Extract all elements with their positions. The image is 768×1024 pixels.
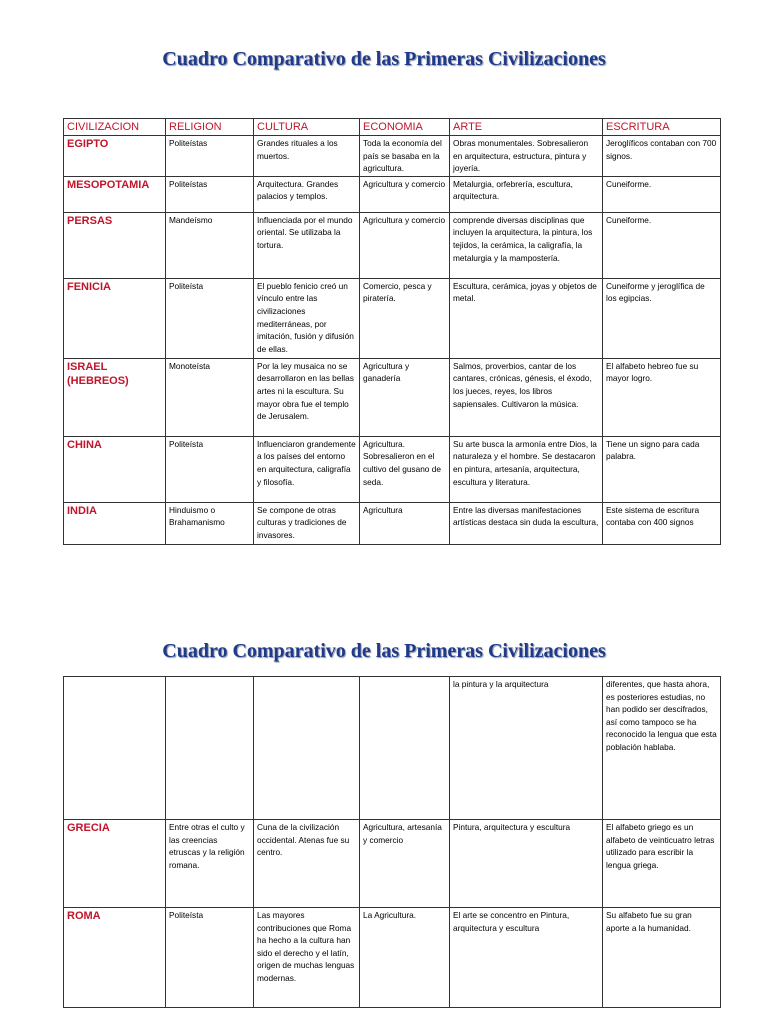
- table-row: [64, 212, 721, 278]
- arte-cell: la pintura y la arquitectura: [450, 677, 603, 820]
- civilization-name: MESOPOTAMIA: [64, 176, 166, 212]
- table-row: [64, 136, 721, 177]
- civilization-name: CHINA: [64, 436, 166, 502]
- religion-cell: Hinduismo o Brahamanismo: [166, 502, 254, 544]
- religion-cell: Entre otras el culto y las creencias etruscas y la religión romana.: [166, 820, 254, 908]
- escritura-cell: Cuneiforme.: [603, 176, 721, 212]
- economia-cell: Agricultura y comercio: [360, 212, 450, 278]
- civilization-name: PERSAS: [64, 212, 166, 278]
- cultura-cell: Por la ley musaica no se desarrollaron en las bellas artes ni la escultura. Su mayor obra fue el templo de Jerusalem.: [254, 358, 360, 436]
- economia-cell: Agricultura y ganadería: [360, 358, 450, 436]
- cultura-cell: Se compone de otras culturas y tradiciones de invasores.: [254, 502, 360, 544]
- cultura-cell: Cuna de la civilización occidental. Atenas fue su centro.: [254, 820, 360, 908]
- table-row: [64, 677, 721, 820]
- cultura-cell: Influenciaron grandemente a los países del entorno en arquitectura, caligrafía y filosofía.: [254, 436, 360, 502]
- economia-cell: Comercio, pesca y piratería.: [360, 278, 450, 358]
- economia-cell: Agricultura: [360, 502, 450, 544]
- economia-cell: Toda la economía del país se basaba en la agricultura.: [360, 136, 450, 177]
- economia-cell: Agricultura y comercio: [360, 176, 450, 212]
- header-religion: RELIGION: [166, 119, 254, 136]
- cultura-cell: [254, 677, 360, 820]
- escritura-cell: El alfabeto griego es un alfabeto de veinticuatro letras utilizado para escribir la lengua griega.: [603, 820, 721, 908]
- religion-cell: Politeístas: [166, 176, 254, 212]
- table-header-row: [64, 119, 721, 136]
- escritura-cell: Tiene un signo para cada palabra.: [603, 436, 721, 502]
- table-row: [64, 176, 721, 212]
- header-economia: ECONOMIA: [360, 119, 450, 136]
- table-row: [64, 436, 721, 502]
- escritura-cell: Jeroglíficos contaban con 700 signos.: [603, 136, 721, 177]
- header-arte: ARTE: [450, 119, 603, 136]
- civilization-name: ISRAEL (HEBREOS): [64, 358, 166, 436]
- economia-cell: Agricultura. Sobresalieron en el cultivo del gusano de seda.: [360, 436, 450, 502]
- religion-cell: Monoteísta: [166, 358, 254, 436]
- page-title: Cuadro Comparativo de las Primeras Civilizaciones: [162, 48, 606, 70]
- table-row: [64, 502, 721, 544]
- cultura-cell: Grandes rituales a los muertos.: [254, 136, 360, 177]
- religion-cell: Politeístas: [166, 136, 254, 177]
- religion-cell: Mandeísmo: [166, 212, 254, 278]
- table-row: [64, 358, 721, 436]
- escritura-cell: Este sistema de escritura contaba con 400 signos: [603, 502, 721, 544]
- arte-cell: Escultura, cerámica, joyas y objetos de metal.: [450, 278, 603, 358]
- cultura-cell: Las mayores contribuciones que Roma ha hecho a la cultura han sido el derecho y el latín, origen de muchas lenguas modernas.: [254, 908, 360, 1008]
- escritura-cell: Cuneiforme.: [603, 212, 721, 278]
- escritura-cell: El alfabeto hebreo fue su mayor logro.: [603, 358, 721, 436]
- economia-cell: Agricultura, artesanía y comercio: [360, 820, 450, 908]
- civilization-name: FENICIA: [64, 278, 166, 358]
- comparison-table-continued: [63, 676, 721, 1008]
- header-escritura: ESCRITURA: [603, 119, 721, 136]
- table-row: [64, 820, 721, 908]
- arte-cell: Metalurgia, orfebrería, escultura, arquitectura.: [450, 176, 603, 212]
- arte-cell: Entre las diversas manifestaciones artísticas destaca sin duda la escultura,: [450, 502, 603, 544]
- header-civilizacion: CIVILIZACION: [64, 119, 166, 136]
- escritura-cell: Cuneiforme y jeroglífica de los egipcias.: [603, 278, 721, 358]
- economia-cell: La Agricultura.: [360, 908, 450, 1008]
- cultura-cell: Influenciada por el mundo oriental. Se utilizaba la tortura.: [254, 212, 360, 278]
- civilization-name: EGIPTO: [64, 136, 166, 177]
- escritura-cell: Su alfabeto fue su gran aporte a la humanidad.: [603, 908, 721, 1008]
- cultura-cell: El pueblo fenicio creó un vínculo entre las civilizaciones mediterráneas, por imitación, fusión y difusión de ellas.: [254, 278, 360, 358]
- civilization-name: GRECIA: [64, 820, 166, 908]
- civilization-name: ROMA: [64, 908, 166, 1008]
- table-row: [64, 908, 721, 1008]
- arte-cell: El arte se concentro en Pintura, arquitectura y escultura: [450, 908, 603, 1008]
- civilization-name: [64, 677, 166, 820]
- civilization-name: INDIA: [64, 502, 166, 544]
- cultura-cell: Arquitectura. Grandes palacios y templos.: [254, 176, 360, 212]
- header-cultura: CULTURA: [254, 119, 360, 136]
- economia-cell: [360, 677, 450, 820]
- arte-cell: Pintura, arquitectura y escultura: [450, 820, 603, 908]
- table-row: [64, 278, 721, 358]
- escritura-cell: diferentes, que hasta ahora, es posteriores estudias, no han podido ser descifrados, así como tampoco se ha reconocido la lengua que esta población hablaba.: [603, 677, 721, 820]
- religion-cell: [166, 677, 254, 820]
- religion-cell: Politeísta: [166, 908, 254, 1008]
- page-title-continued: Cuadro Comparativo de las Primeras Civilizaciones: [162, 640, 606, 662]
- comparison-table: [63, 118, 721, 545]
- arte-cell: Su arte busca la armonía entre Dios, la naturaleza y el hombre. Se destacaron en pintura, artesanía, arquitectura, escultura y literatura.: [450, 436, 603, 502]
- arte-cell: Obras monumentales. Sobresalieron en arquitectura, estructura, pintura y joyería.: [450, 136, 603, 177]
- religion-cell: Politeísta: [166, 436, 254, 502]
- religion-cell: Politeísta: [166, 278, 254, 358]
- arte-cell: Salmos, proverbios, cantar de los cantares, crónicas, génesis, el éxodo, los jueces, reyes, los libros sapiensales. Cultivaron la música.: [450, 358, 603, 436]
- arte-cell: comprende diversas disciplinas que incluyen la arquitectura, la pintura, los tejidos, la cerámica, la caligrafía, la metalurgia y la mampostería.: [450, 212, 603, 278]
